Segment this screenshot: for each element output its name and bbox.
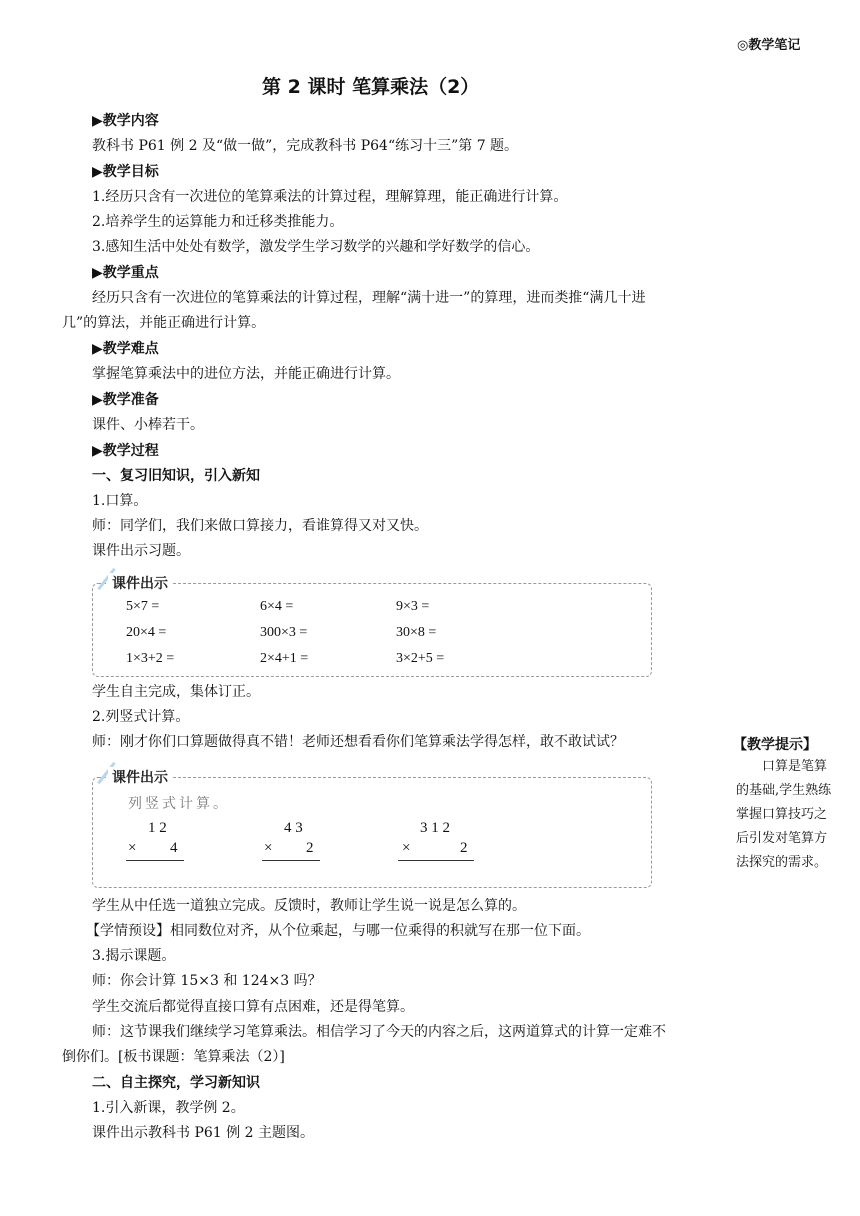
- p1-vertical-calc: 2.列竖式计算。: [92, 709, 190, 725]
- courseware-label: 课件出示: [108, 573, 172, 593]
- p1-student-discussion: 学生交流后都觉得直接口算有点困难，还是得笔算。: [92, 999, 414, 1015]
- p2-intro: 1.引入新课，教学例 2。: [92, 1100, 245, 1116]
- p1-teacher-intro-line1: 师：这节课我们继续学习笔算乘法。相信学习了今天的内容之后，这两道算式的计算一定难不: [92, 1024, 666, 1040]
- teaching-tip-line: 掌握口算技巧之: [736, 807, 828, 822]
- teaching-notes-label: ◎教学笔记: [737, 38, 801, 53]
- section-heading-content: ▶教学内容: [92, 113, 159, 129]
- section-heading-prep: ▶教学准备: [92, 392, 159, 408]
- goal-2: 2.培养学生的运算能力和迁移类推能力。: [92, 214, 344, 230]
- courseware-box-oral: [92, 583, 652, 677]
- section-heading-difficulty: ▶教学难点: [92, 341, 159, 357]
- p1-students-complete: 学生自主完成，集体订正。: [92, 684, 260, 700]
- lesson-title: 第 2 课时 笔算乘法（2）: [262, 76, 480, 98]
- p1-expected-answer: 【学情预设】相同数位对齐，从个位乘起，与哪一位乘得的积就写在那一位下面。: [86, 923, 590, 939]
- vertical-multiplier: 2: [306, 840, 314, 856]
- calc-underline: [398, 860, 474, 861]
- vertical-multiplier: 4: [170, 840, 178, 856]
- teaching-tip-line: 口算是笔算: [762, 759, 828, 774]
- part-1-heading: 一、复习旧知识，引入新知: [92, 468, 260, 484]
- section-heading-key: ▶教学重点: [92, 265, 159, 281]
- vertical-multiplicand: 1 2: [148, 820, 167, 836]
- p1-reveal-topic: 3.揭示课题。: [92, 948, 176, 964]
- p1-oral: 1.口算。: [92, 493, 148, 509]
- vertical-multiplier: 2: [460, 840, 468, 856]
- times-sign: ×: [128, 840, 137, 856]
- vertical-multiplicand: 3 1 2: [420, 820, 450, 836]
- times-sign: ×: [402, 840, 411, 856]
- teaching-tip-line: 的基础,学生熟练: [736, 783, 832, 798]
- vertical-multiplicand: 4 3: [284, 820, 303, 836]
- p1-teacher-1: 师：同学们，我们来做口算接力，看谁算得又对又快。: [92, 518, 428, 534]
- calc-underline: [126, 860, 184, 861]
- exercise-item: 6×4 =: [260, 599, 294, 614]
- key-line-1: 经历只含有一次进位的笔算乘法的计算过程，理解“满十进一”的算理，进而类推“满几十进: [92, 290, 646, 306]
- exercise-item: 1×3+2 =: [126, 651, 175, 666]
- p1-choose-one: 学生从中任选一道独立完成。反馈时，教师让学生说一说是怎么算的。: [92, 898, 526, 914]
- content-text: 教科书 P61 例 2 及“做一做”，完成教科书 P64“练习十三”第 7 题。: [92, 138, 519, 154]
- goal-3: 3.感知生活中处处有数学，激发学生学习数学的兴趣和学好数学的信心。: [92, 239, 540, 255]
- section-heading-goals: ▶教学目标: [92, 164, 159, 180]
- p1-teacher-question: 师：你会计算 15×3 和 124×3 吗？: [92, 973, 322, 989]
- goal-1: 1.经历只含有一次进位的笔算乘法的计算过程，理解算理，能正确进行计算。: [92, 189, 568, 205]
- courseware-label: 课件出示: [108, 767, 172, 787]
- teaching-tip-heading: 【教学提示】: [733, 737, 817, 753]
- exercise-item: 30×8 =: [396, 625, 437, 640]
- teaching-tip-line: 后引发对笔算方: [736, 831, 828, 846]
- exercise-item: 2×4+1 =: [260, 651, 309, 666]
- exercise-item: 3×2+5 =: [396, 651, 445, 666]
- prep-text: 课件、小棒若干。: [92, 417, 204, 433]
- calc-underline: [262, 860, 320, 861]
- p1-teacher-intro-line2: 倒你们。[板书课题：笔算乘法（2）]: [62, 1049, 285, 1065]
- exercise-item: 5×7 =: [126, 599, 160, 614]
- p1-teacher-2: 师：刚才你们口算题做得真不错！老师还想看看你们笔算乘法学得怎样，敢不敢试试？: [92, 734, 624, 750]
- exercise-item: 20×4 =: [126, 625, 167, 640]
- part-2-heading: 二、自主探究，学习新知识: [92, 1075, 260, 1091]
- section-heading-process: ▶教学过程: [92, 443, 159, 459]
- times-sign: ×: [264, 840, 273, 856]
- exercise-item: 300×3 =: [260, 625, 308, 640]
- difficulty-text: 掌握笔算乘法中的进位方法，并能正确进行计算。: [92, 366, 400, 382]
- key-line-2: 几”的算法，并能正确进行计算。: [62, 315, 266, 331]
- exercise-item: 9×3 =: [396, 599, 430, 614]
- p2-show-image: 课件出示教科书 P61 例 2 主题图。: [92, 1125, 314, 1141]
- p1-show-exercise: 课件出示习题。: [92, 543, 190, 559]
- teaching-tip-line: 法探究的需求。: [736, 855, 828, 870]
- vertical-calc-instruction: 列竖式计算。: [128, 796, 230, 812]
